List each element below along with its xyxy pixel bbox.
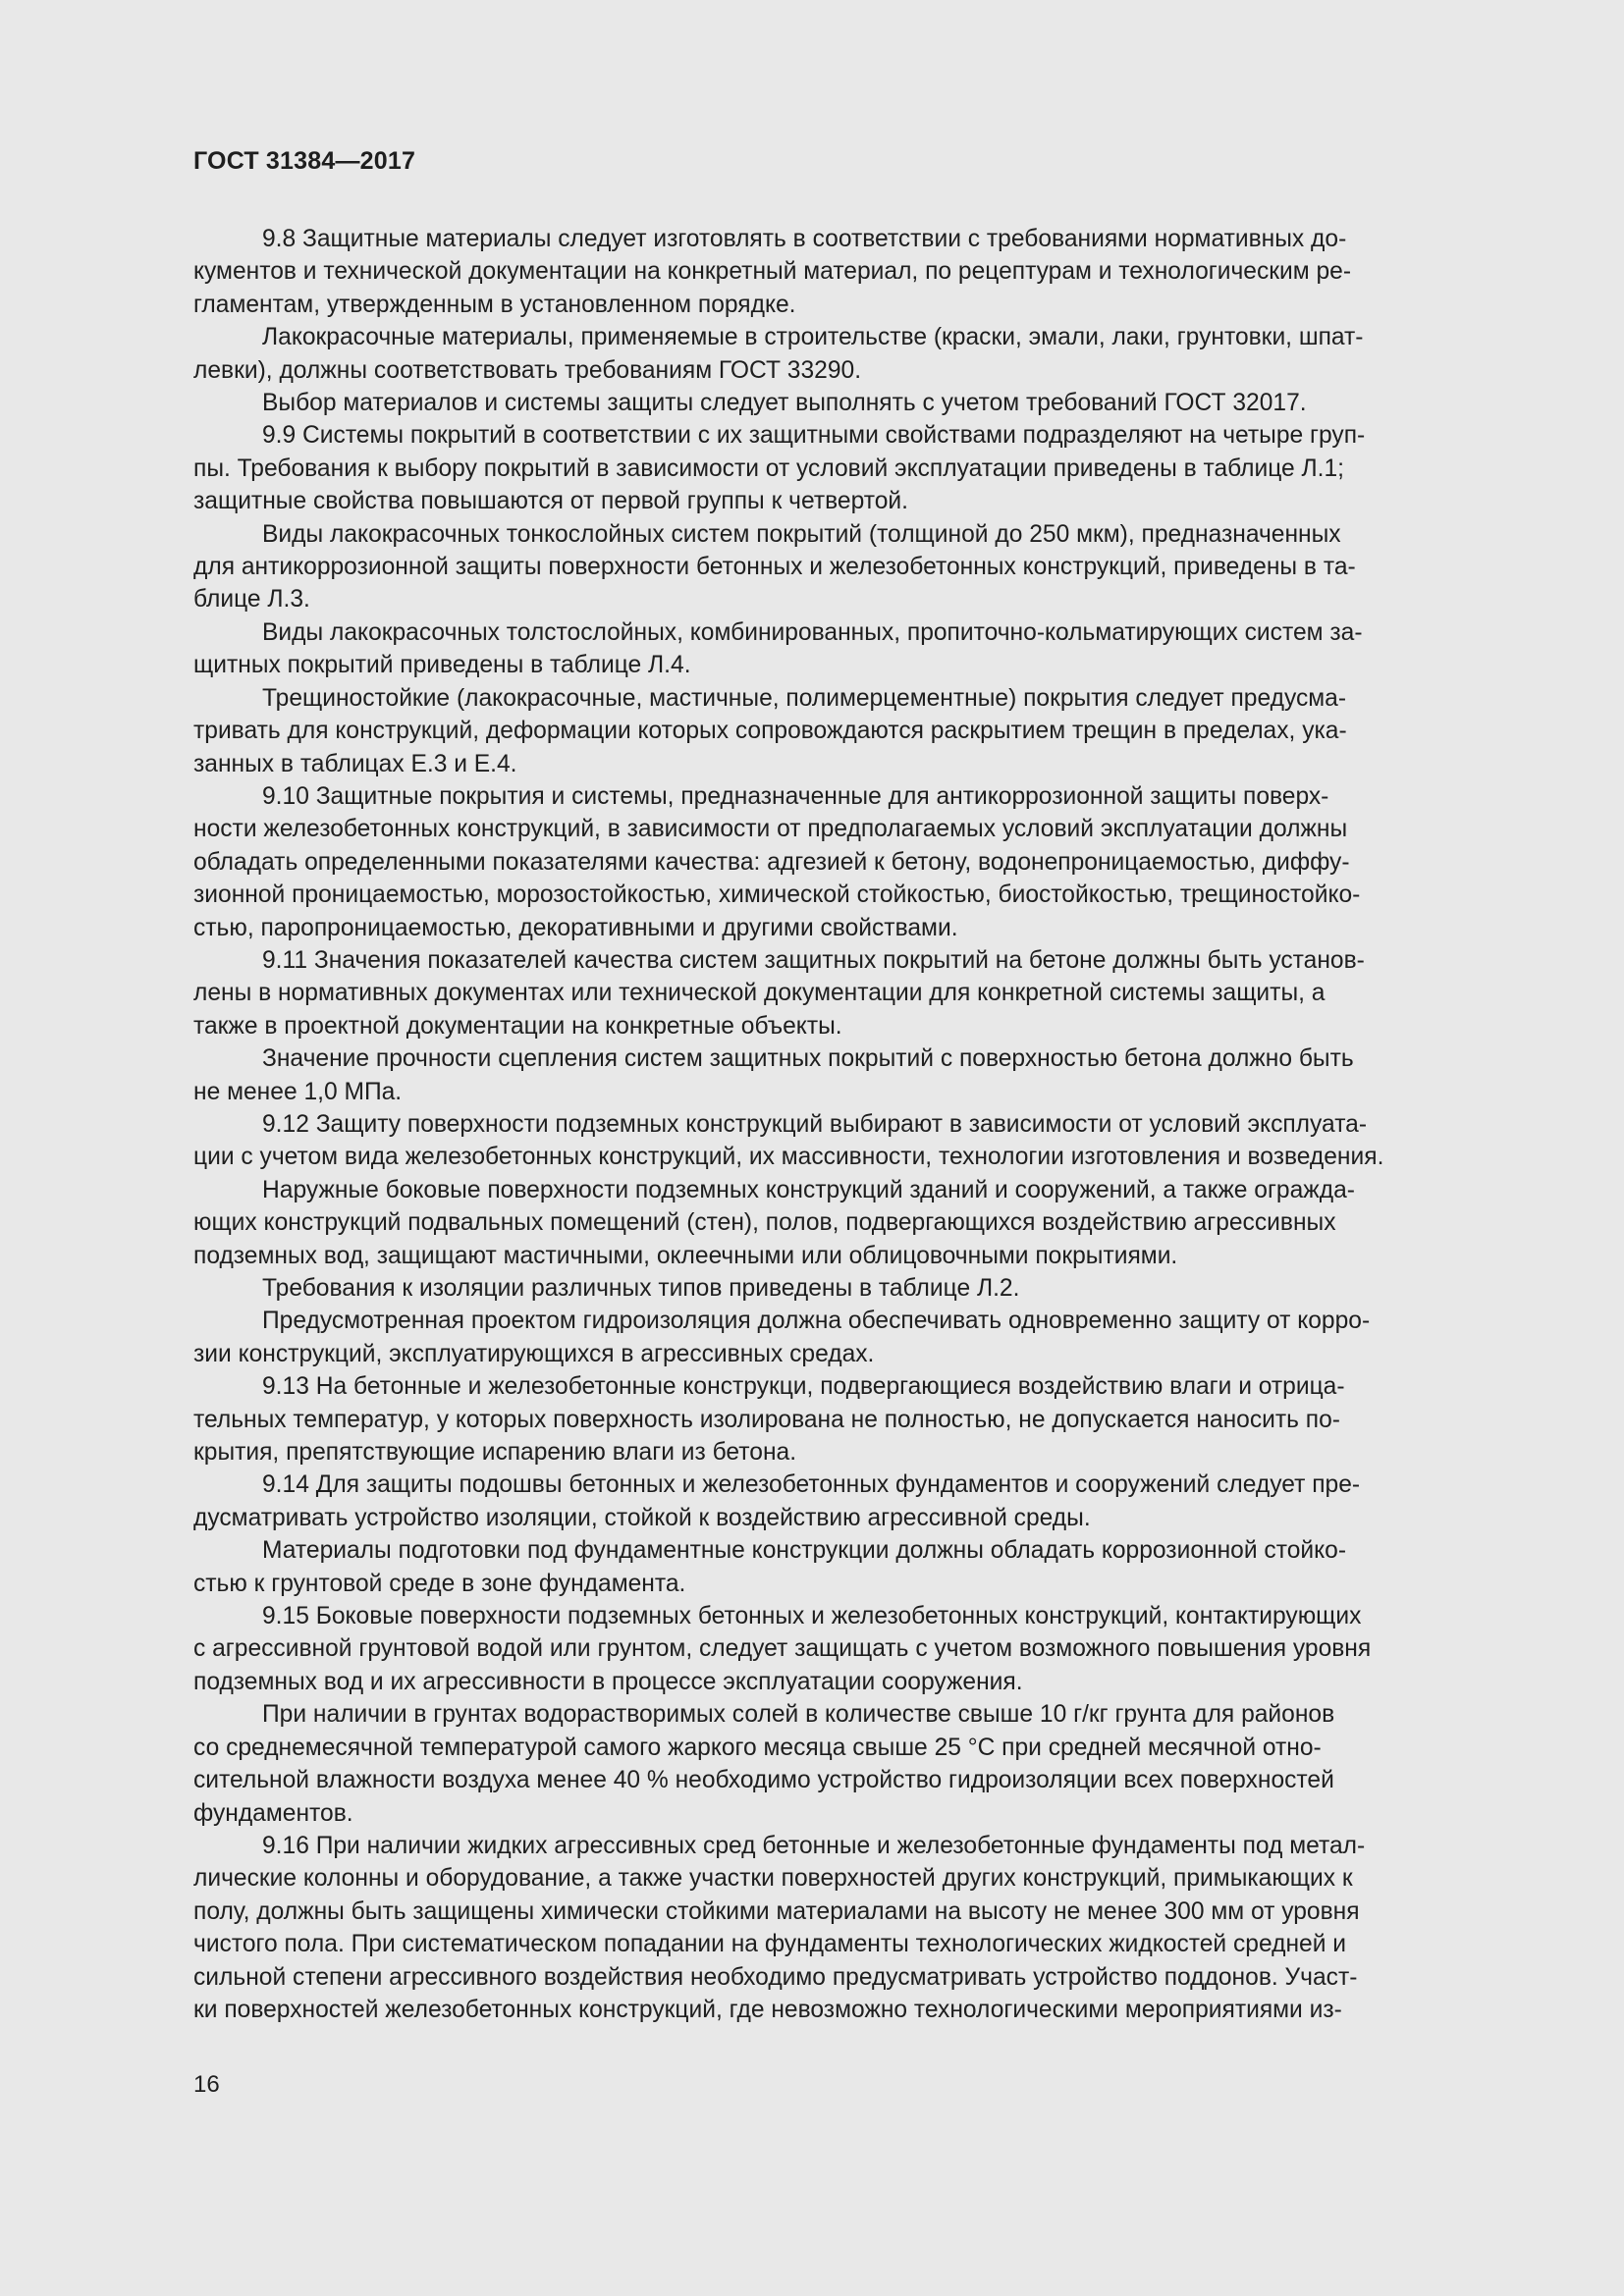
- text-line: также в проектной документации на конкретные объекты.: [193, 1012, 842, 1040]
- text-line: ющих конструкций подвальных помещений (стен), полов, подвергающихся воздействию агрессивных: [193, 1209, 1336, 1237]
- text-line: со среднемесячной температурой самого жаркого месяца свыше 25 °С при средней месячной отно-: [193, 1734, 1322, 1761]
- text-line: не менее 1,0 МПа.: [193, 1078, 403, 1105]
- text-line: с агрессивной грунтовой водой или грунтом, следует защищать с учетом возможного повышения уровня: [193, 1635, 1372, 1663]
- text-line: зии конструкций, эксплуатирующихся в агрессивных средах.: [193, 1340, 875, 1367]
- paragraph: [193, 321, 1506, 387]
- paragraph: [193, 1108, 1506, 1174]
- text-line: фундаментов.: [193, 1799, 353, 1827]
- text-line: 9.12 Защиту поверхности подземных конструкций выбирают в зависимости от условий эксплуата-: [262, 1110, 1368, 1138]
- paragraph: [193, 682, 1506, 780]
- text-line: ности железобетонных конструкций, в зависимости от предполагаемых условий эксплуатации должны: [193, 816, 1348, 843]
- text-line: Виды лакокрасочных толстослойных, комбинированных, пропиточно-кольматирующих систем за-: [262, 618, 1363, 646]
- text-line: 9.14 Для защиты подошвы бетонных и железобетонных фундаментов и сооружений следует пре-: [262, 1471, 1361, 1499]
- paragraph: [193, 780, 1506, 944]
- text-line: гламентам, утвержденным в установленном порядке.: [193, 291, 796, 318]
- paragraph: [193, 1600, 1506, 1698]
- text-line: Трещиностойкие (лакокрасочные, мастичные, полимерцементные) покрытия следует предусма-: [262, 684, 1347, 712]
- paragraph: [193, 223, 1506, 321]
- text-line: Наружные боковые поверхности подземных конструкций зданий и сооружений, а также огражда-: [262, 1176, 1355, 1203]
- document-body: [193, 223, 1506, 2026]
- text-line: Выбор материалов и системы защиты следует выполнять с учетом требований ГОСТ 32017.: [262, 390, 1307, 417]
- text-line: ции с учетом вида железобетонных конструкций, их массивности, технологии изготовления и возведения.: [193, 1144, 1384, 1171]
- paragraph: [193, 1305, 1506, 1370]
- paragraph: [193, 1468, 1506, 1534]
- text-line: тривать для конструкций, деформации которых сопровождаются раскрытием трещин в пределах, ука-: [193, 718, 1347, 745]
- text-line: защитные свойства повышаются от первой группы к четвертой.: [193, 488, 908, 515]
- text-line: сительной влажности воздуха менее 40 % необходимо устройство гидроизоляции всех поверхностей: [193, 1767, 1334, 1794]
- text-line: 9.16 При наличии жидких агрессивных сред бетонные и железобетонные фундаменты под метал-: [262, 1832, 1366, 1859]
- paragraph: [193, 1830, 1506, 2026]
- text-line: стью, паропроницаемостью, декоративными и другими свойствами.: [193, 914, 958, 941]
- text-line: При наличии в грунтах водорастворимых солей в количестве свыше 10 г/кг грунта для районов: [262, 1701, 1335, 1729]
- text-line: 9.11 Значения показателей качества систем защитных покрытий на бетоне должны быть установ-: [262, 946, 1365, 974]
- text-line: 9.10 Защитные покрытия и системы, предназначенные для антикоррозионной защиты поверх-: [262, 782, 1329, 810]
- page-header: ГОСТ 31384—2017: [193, 147, 416, 175]
- text-line: занных в таблицах Е.3 и Е.4.: [193, 750, 517, 777]
- text-line: полу, должны быть защищены химически стойкими материалами на высоту не менее 300 мм от уровня: [193, 1897, 1360, 1925]
- text-line: Значение прочности сцепления систем защитных покрытий с поверхностью бетона должно быть: [262, 1045, 1354, 1073]
- text-line: зионной проницаемостью, морозостойкостью, химической стойкостью, биостойкостью, трещиностойко-: [193, 881, 1361, 909]
- text-line: стью к грунтовой среде в зоне фундамента.: [193, 1570, 686, 1597]
- text-line: подземных вод и их агрессивности в процессе эксплуатации сооружения.: [193, 1668, 1023, 1695]
- text-line: Материалы подготовки под фундаментные конструкции должны обладать коррозионной стойко-: [262, 1537, 1347, 1565]
- text-line: 9.9 Системы покрытий в соответствии с их защитными свойствами подразделяют на четыре груп-: [262, 422, 1366, 450]
- text-line: Требования к изоляции различных типов приведены в таблице Л.2.: [262, 1275, 1020, 1302]
- text-line: блице Л.3.: [193, 586, 310, 614]
- text-line: 9.15 Боковые поверхности подземных бетонных и железобетонных конструкций, контактирующих: [262, 1603, 1362, 1630]
- paragraph: [193, 419, 1506, 517]
- text-line: крытия, препятствующие испарению влаги из бетона.: [193, 1439, 797, 1467]
- paragraph: [193, 1534, 1506, 1600]
- text-line: Лакокрасочные материалы, применяемые в строительстве (краски, эмали, лаки, грунтовки, шпат-: [262, 324, 1364, 351]
- paragraph: [193, 944, 1506, 1042]
- text-line: лены в нормативных документах или технической документации для конкретной системы защиты, а: [193, 980, 1326, 1007]
- text-line: сильной степени агрессивного воздействия необходимо предусматривать устройство поддонов. Участ-: [193, 1963, 1358, 1991]
- text-line: дусматривать устройство изоляции, стойкой к воздействию агрессивной среды.: [193, 1504, 1091, 1531]
- paragraph: [193, 616, 1506, 682]
- text-line: 9.8 Защитные материалы следует изготовлять в соответствии с требованиями нормативных до-: [262, 226, 1347, 252]
- paragraph: [193, 1042, 1506, 1108]
- text-line: тельных температур, у которых поверхность изолирована не полностью, не допускается наносить по-: [193, 1406, 1340, 1433]
- paragraph: [193, 387, 1506, 419]
- paragraph: [193, 1272, 1506, 1305]
- text-line: кументов и технической документации на конкретный материал, по рецептурам и технологическим ре-: [193, 258, 1352, 286]
- page-number: 16: [193, 2071, 220, 2098]
- text-line: лические колонны и оборудование, а также участки поверхностей других конструкций, примыкающих к: [193, 1865, 1353, 1893]
- text-line: для антикоррозионной защиты поверхности бетонных и железобетонных конструкций, приведены в та-: [193, 554, 1356, 581]
- paragraph: [193, 1174, 1506, 1272]
- text-line: подземных вод, защищают мастичными, оклеечными или облицовочными покрытиями.: [193, 1242, 1178, 1269]
- text-line: пы. Требования к выбору покрытий в зависимости от условий эксплуатации приведены в таблице Л.1;: [193, 454, 1345, 482]
- text-line: левки), должны соответствовать требованиям ГОСТ 33290.: [193, 356, 862, 384]
- paragraph: [193, 1698, 1506, 1830]
- text-line: Виды лакокрасочных тонкослойных систем покрытий (толщиной до 250 мкм), предназначенных: [262, 520, 1341, 548]
- text-line: обладать определенными показателями качества: адгезией к бетону, водонепроницаемостью, диффу-: [193, 848, 1350, 876]
- paragraph: [193, 1370, 1506, 1468]
- paragraph: [193, 518, 1506, 616]
- text-line: щитных покрытий приведены в таблице Л.4.: [193, 652, 691, 679]
- text-line: 9.13 На бетонные и железобетонные конструкци, подвергающиеся воздействию влаги и отрица-: [262, 1373, 1345, 1401]
- text-line: чистого пола. При систематическом попадании на фундаменты технологических жидкостей средней и: [193, 1931, 1347, 1958]
- text-line: Предусмотренная проектом гидроизоляция должна обеспечивать одновременно защиту от корро-: [262, 1308, 1371, 1335]
- text-line: ки поверхностей железобетонных конструкций, где невозможно технологическими мероприятиями из-: [193, 1996, 1342, 2023]
